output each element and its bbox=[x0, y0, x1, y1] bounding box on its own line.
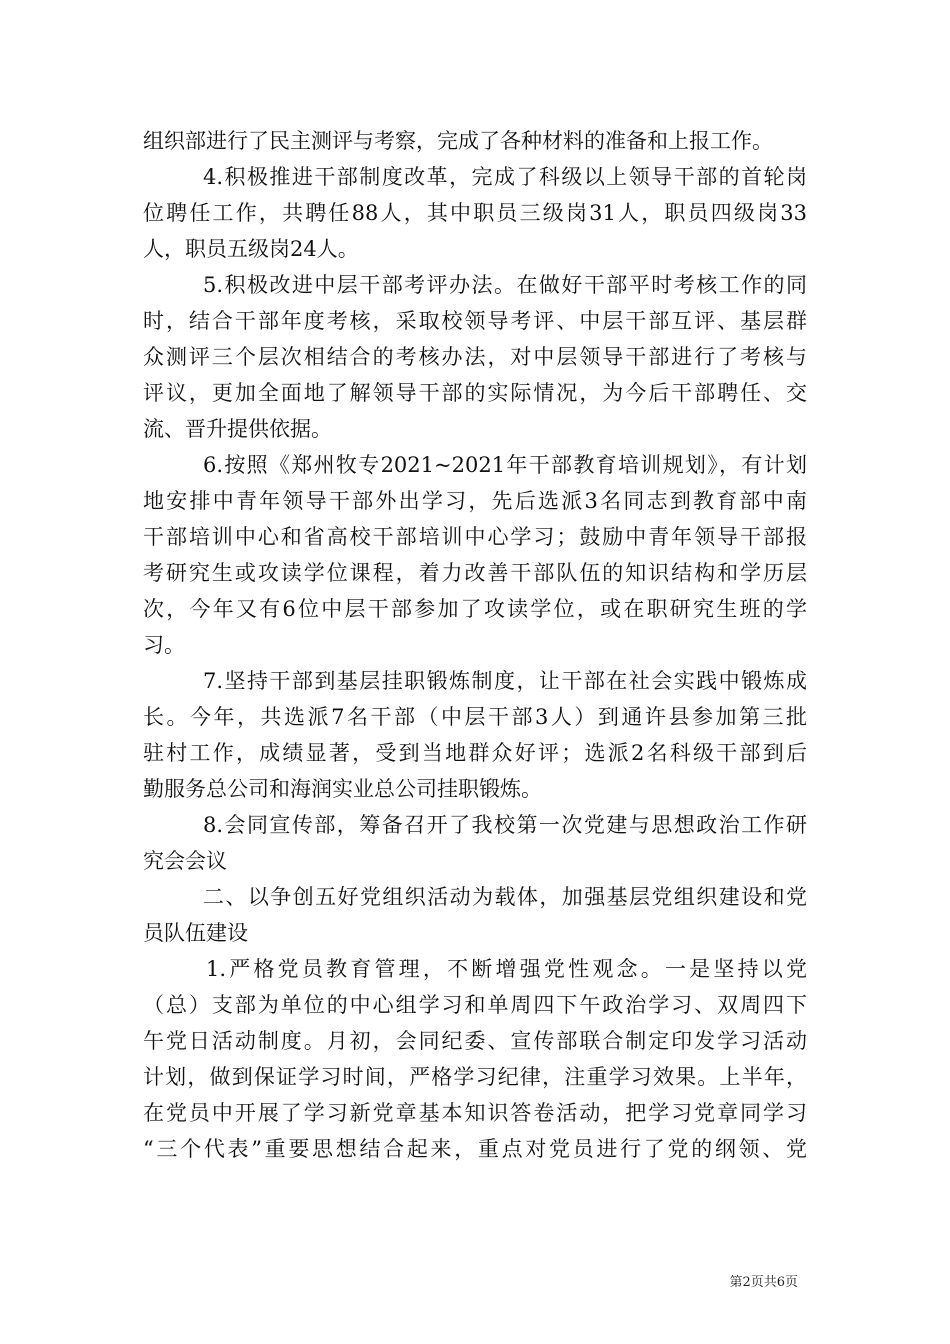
page-number-footer: 第2页共6页 bbox=[729, 1275, 798, 1290]
text-line: 在党员中开展了学习新党章基本知识答卷活动，把学习党章同学习 bbox=[143, 1101, 807, 1125]
text-line: 午党日活动制度。月初，会同纪委、宣传部联合制定印发学习活动 bbox=[143, 1029, 807, 1053]
text-line: 众测评三个层次相结合的考核办法，对中层领导干部进行了考核与 bbox=[143, 345, 807, 369]
text-line: 勤服务总公司和海润实业总公司挂职锻炼。 bbox=[143, 777, 542, 801]
text-line: 4.积极推进干部制度改革，完成了科级以上领导干部的首轮岗 bbox=[203, 165, 807, 189]
text-line: 考研究生或攻读学位课程，着力改善干部队伍的知识结构和学历层 bbox=[143, 561, 807, 585]
text-line: （总）支部为单位的中心组学习和单周四下午政治学习、双周四下 bbox=[143, 993, 807, 1017]
text-line: 6.按照《郑州牧专2021~2021年干部教育培训规划》，有计划 bbox=[203, 453, 807, 477]
text-line: 次，今年又有6位中层干部参加了攻读学位，或在职研究生班的学 bbox=[143, 597, 807, 621]
section-heading: 员队伍建设 bbox=[143, 921, 248, 945]
section-heading: 二、以争创五好党组织活动为载体，加强基层党组织建设和党 bbox=[203, 885, 807, 909]
text-line: 位聘任工作，共聘任88人，其中职员三级岗31人，职员四级岗33 bbox=[143, 201, 807, 225]
text-line: 计划，做到保证学习时间，严格学习纪律，注重学习效果。上半年， bbox=[143, 1065, 807, 1089]
text-line: 5.积极改进中层干部考评办法。在做好干部平时考核工作的同 bbox=[203, 273, 807, 297]
text-line: “三个代表”重要思想结合起来，重点对党员进行了党的纲领、党 bbox=[143, 1137, 807, 1161]
text-line: 7.坚持干部到基层挂职锻炼制度，让干部在社会实践中锻炼成 bbox=[203, 669, 807, 693]
text-line: 干部培训中心和省高校干部培训中心学习；鼓励中青年领导干部报 bbox=[143, 525, 807, 549]
text-line: 组织部进行了民主测评与考察，完成了各种材料的准备和上报工作。 bbox=[143, 129, 773, 153]
text-line: 人，职员五级岗24人。 bbox=[143, 237, 359, 261]
text-line: 1.严格党员教育管理，不断增强党性观念。一是坚持以党 bbox=[206, 957, 807, 981]
text-line: 时，结合干部年度考核，采取校领导考评、中层干部互评、基层群 bbox=[143, 309, 807, 333]
text-line: 究会会议 bbox=[143, 849, 227, 873]
text-line: 驻村工作，成绩显著，受到当地群众好评；选派2名科级干部到后 bbox=[143, 741, 807, 765]
text-line: 地安排中青年领导干部外出学习，先后选派3名同志到教育部中南 bbox=[143, 489, 807, 513]
text-line: 习。 bbox=[143, 633, 185, 657]
text-line: 长。今年，共选派7名干部（中层干部3人）到通许县参加第三批 bbox=[143, 705, 807, 729]
text-line: 评议，更加全面地了解领导干部的实际情况，为今后干部聘任、交 bbox=[143, 381, 807, 405]
text-line: 流、晋升提供依据。 bbox=[143, 417, 332, 441]
text-line: 8.会同宣传部，筹备召开了我校第一次党建与思想政治工作研 bbox=[203, 813, 807, 837]
